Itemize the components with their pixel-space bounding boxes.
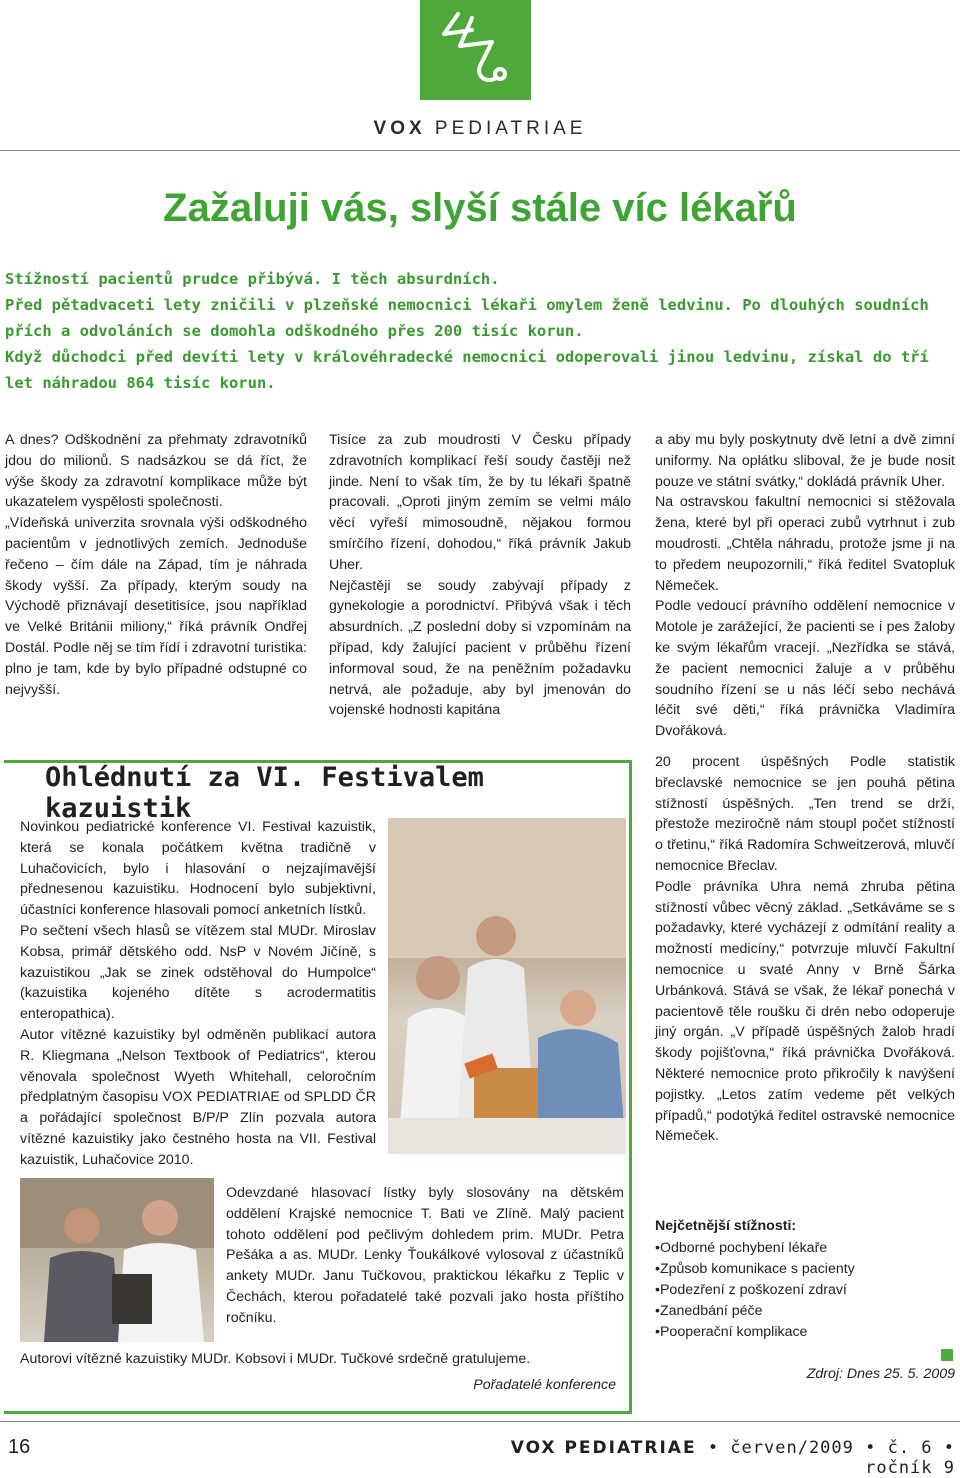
paragraph: Novinkou pediatrické konference VI. Festival kazuistik, která se konala počátkem května tradičně v Luhačovicích, bylo i hlasování o nejzajímavější přednesenou kazuistiku. Hodnocení bylo subjektivní, účastníci konference hlasovali pomocí anketních lístků. — [20, 819, 376, 919]
paragraph: Nejčastěji se soudy zabývají případy z gynekologie a porodnictví. Přibývá však i těch absurdních. „Z poslední doby si vzpomínám na případ, kdy žalující pacient v průběhu řízení informoval soud, že na peněžním požadavku netrvá, ale požaduje, aby byl jmenován do vojenské hodnosti kapitána — [329, 577, 631, 719]
article-title: Zažaluji vás, slyší stále víc lékařů — [163, 186, 797, 230]
paragraph: a aby mu byly poskytnuty dvě letní a dvě zimní uniformy. Na oplátku sliboval, že je bude nosit pouze ve státní svátky,“ dokládá právník Uher. — [655, 432, 955, 490]
end-mark — [941, 1349, 953, 1361]
lead-paragraph: Stížností pacientů prudce přibývá. I těch absurdních. — [5, 270, 500, 288]
bottom-divider — [0, 1421, 960, 1422]
paragraph: 20 procent úspěšných Podle statistik břeclavské nemocnice se jen pouhá pětina stížností úspěšných. „Ten trend se drží, přestože meziročně nám stoupl počet stížností o třetinu,“ říká Radomíra Schweitzerová, mluvčí nemocnice Břeclav. — [655, 753, 955, 874]
paragraph: Podle vedoucí právního oddělení nemocnice v Motole je zarážející, že pacienti se i pes žaloby ke svým lékařům vracejí. „Nezřídka se stává, že pacient nemocnici žaluje a v průběhu soudního řízení se u nás léčí sebo nechává léčit své děti,“ říká právnička Vladimíra Dvořáková. — [655, 598, 955, 740]
magazine-name — [0, 118, 960, 140]
stethoscope-logo-icon — [420, 0, 531, 100]
photo-illustration — [388, 818, 626, 1154]
list-item: • Pooperační komplikace — [655, 1322, 955, 1343]
logo — [420, 0, 531, 100]
footer-info — [480, 1438, 955, 1478]
paragraph: Tisíce za zub moudrosti V Česku případy zdravotních komplikací řeší soudy častěji než jinde. Není to však tím, že by tu lékaři špatně pracovali. „Oproti jiným zemím se velmi málo věcí vyřeší mimosoudně, nějakou formou smírčího řízení, dohodou,“ říká právník Jakub Uher. — [329, 432, 631, 573]
photo-ballot-draw — [388, 818, 626, 1154]
footer-magazine-name: VOX PEDIATRIAE — [510, 1438, 697, 1458]
box-signature: Pořadatelé konference — [473, 1377, 616, 1393]
paragraph: Autor vítězné kazuistiky byl odměněn publikací autora R. Kliegmana „Nelson Textbook of Pediatrics“, kterou věnovala společnost Wyeth Whitehall, celoročním předplatným časopisu VOX PEDIATRIAE od SPLDD ČR a pořádající společnost B/P/P Zlín pozvala autora vítězné kazuistiky jako čestného hosta na VII. Festival kazuistik, Luhačovice 2010. — [20, 1026, 376, 1168]
article-column-1 — [5, 430, 307, 700]
photo-award — [20, 1178, 214, 1342]
footer-issue: • červen/2009 • č. 6 • ročník 9 — [707, 1438, 955, 1478]
paragraph: „Vídeňská univerzita srovnala výši odškodného pacientům v jednotlivých zemích. Jednoduše řečeno – čím dále na Západ, tím je náhrada škody vyšší. Za případy, kterým soudy na Východě přiznávají desetitisíce, jsou například ve Velké Británii miliony,“ říká právník Ondřej Dostál. Podle něj se tím řídí i zdravotní turistika: plno je tam, kde by bylo případné odstupné co nejvyšší. — [5, 515, 307, 698]
paragraph: Podle právníka Uhra nemá zhruba pětina stížností vůbec věcný základ. „Setkáváme se s požadavky, které vycházejí z odmítání reality a možností medicíny,“ potvrzuje mluvčí Fakultní nemocnice u svaté Anny v Brně Šárka Urbánková. Stává se však, že lékař ponechá v pacientově těle roušku či drén nebo odoperuje jiný orgán. „V případě úspěšných žalob hradí škody pojišťovna,“ říká právnička Dvořáková. Některé nemocnice proto přikročily k navýšení pojistky. „Letos zatím vedeme pět velkých případů,“ podotýká ředitel ostravské nemocnice Němeček. — [655, 878, 955, 1145]
box-title: Ohlédnutí za VI. Festivalem kazuistik — [45, 762, 484, 824]
article-column-3 — [655, 430, 955, 1147]
list-item: • Odborné pochybení lékaře — [655, 1238, 955, 1259]
magazine-name-bold: VOX — [373, 118, 426, 139]
complaints-list — [655, 1238, 955, 1343]
box-text — [20, 817, 376, 1171]
list-item: • Podezření z poškození zdraví — [655, 1280, 955, 1301]
paragraph: A dnes? Odškodnění za přehmaty zdravotníků jdou do milionů. S nadsázkou se dá říct, že výše škody za zdravotní komplikace může být ukazatelem vyspělosti společnosti. — [5, 432, 307, 511]
list-item: • Zanedbání péče — [655, 1301, 955, 1322]
list-item: • Způsob komunikace s pacienty — [655, 1259, 955, 1280]
page-number: 16 — [8, 1436, 31, 1458]
lead-paragraph: Před pětadvaceti lety zničili v plzeňské nemocnici lékaři omylem ženě ledvinu. Po dlouhých soudních přích a odvoláních se domohla odškodného přes 200 tisíc korun. — [5, 296, 929, 340]
magazine-name-rest: PEDIATRIAE — [434, 118, 587, 139]
photo-caption: Odevzdané hlasovací lístky byly slosovány na dětském oddělení Krajské nemocnice T. Bati ve Zlíně. Malý pacient tohoto oddělení pod pečlivým dohledem prim. MUDr. Petra Pešáka a as. MUDr. Lenky Ťoukálkové vylosoval z účastníků ankety MUDr. Janu Tučkovou, praktickou lékařku z Teplic v Čechách, kterou pořadatelé také pozvali jako hosta příštího ročníku. — [226, 1185, 624, 1326]
source-note: Zdroj: Dnes 25. 5. 2009 — [806, 1366, 955, 1382]
congratulation-text: Autorovi vítězné kazuistiky MUDr. Kobsovi i MUDr. Tučkové srdečně gratulujeme. — [20, 1351, 531, 1367]
article-column-2 — [329, 430, 631, 721]
paragraph: Na ostravskou fakultní nemocnici si stěžovala žena, které byl při operaci zubů vytrhnut i zub moudrosti. „Chtěla náhradu, protože jsme ji na to předem neupozornili,“ říká ředitel Svatopluk Němeček. — [655, 494, 955, 594]
paragraph: Po sečtení všech hlasů se vítězem stal MUDr. Miroslav Kobsa, primář dětského odd. NsP v Novém Jičíně, s kazuistikou „Jak se zinek odstěhoval do Humpolce“ (kazuistika kojeného dítěte s acrodermatitis enteropathica). — [20, 922, 376, 1023]
article-lead — [5, 266, 955, 396]
top-divider — [0, 150, 960, 151]
complaints-list-title: Nejčetnější stížnosti: — [655, 1218, 797, 1234]
lead-paragraph: Když důchodci před devíti lety v královéhradecké nemocnici odoperovali jinou ledvinu, získal do tří let náhradou 864 tisíc korun. — [5, 348, 929, 392]
photo-illustration — [20, 1178, 214, 1342]
